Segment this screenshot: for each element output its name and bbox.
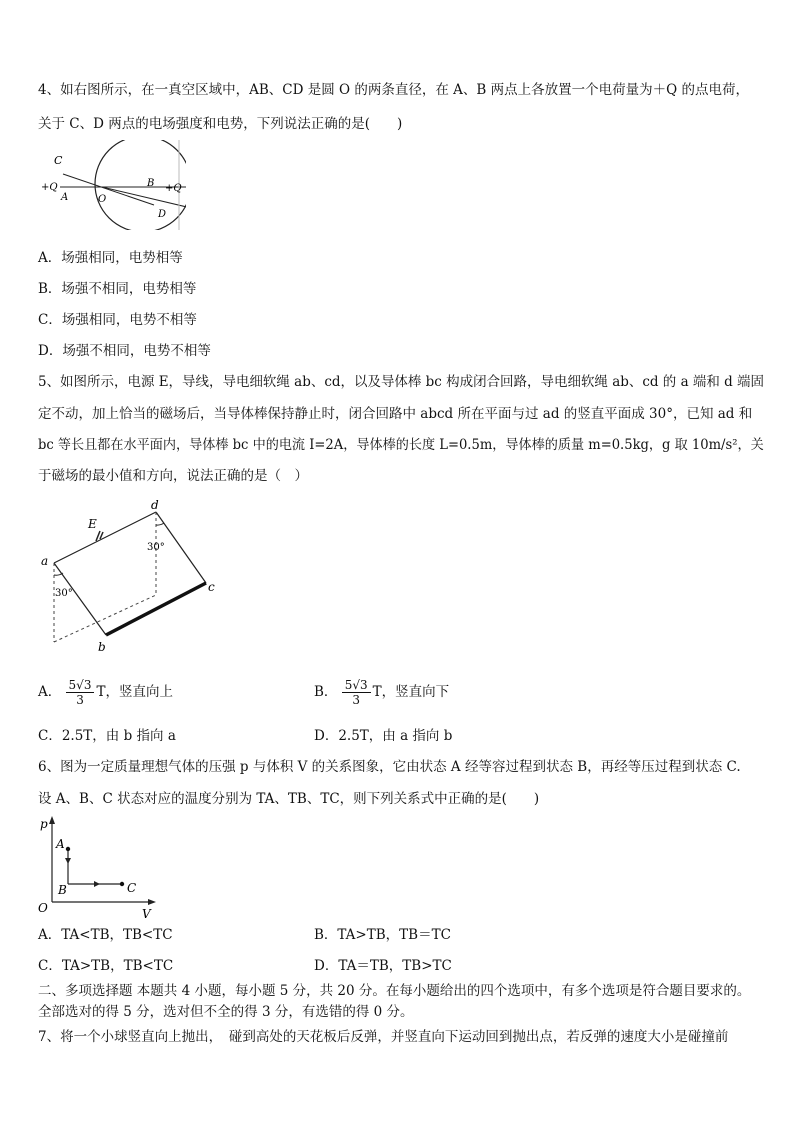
angle-label-a: 30°: [55, 588, 73, 599]
label-e: E: [88, 517, 97, 531]
point-c: [120, 882, 124, 886]
process-bc-arrow: [94, 881, 100, 887]
label-a: A: [61, 192, 69, 203]
q5-option-b-tail: T，竖直向下: [372, 684, 450, 700]
q4-option-a: A．场强相同，电势相等: [38, 250, 183, 266]
angle-label-d: 30°: [147, 542, 165, 553]
q5-circuit-figure: [36, 495, 226, 655]
label-left-charge: +Q: [41, 182, 58, 193]
point-a: [66, 847, 70, 851]
q5-option-b: [314, 678, 449, 707]
section2-instructions-line1: 二、多项选择题 本题共 4 小题，每小题 5 分，共 20 分。在每小题给出的四个选项中，有多个选项是符合题目要求的。: [38, 983, 751, 999]
label-c: c: [208, 580, 215, 594]
p-axis-arrow: [49, 816, 55, 824]
v-axis-arrow: [148, 899, 156, 905]
label-o: O: [38, 901, 48, 915]
label-v: V: [142, 907, 151, 920]
label-b: b: [98, 640, 106, 654]
q5-stem-line2: 定不动，加上恰当的磁场后，当导体棒保持静止时，闭合回路中 abcd 所在平面与过 ad 的竖直平面成 30°，已知 ad 和: [38, 406, 753, 422]
q5-stem-line4: 于磁场的最小值和方向，说法正确的是（ ）: [38, 468, 308, 484]
q5-option-a-fraction: [66, 678, 95, 707]
q4-stem-line1: 4、如右图所示，在一真空区域中，AB、CD 是圆 O 的两条直径，在 A、B 两点上各放置一个电荷量为＋Q 的点电荷，: [38, 82, 749, 98]
label-o: O: [98, 194, 107, 205]
q6-option-d: D．TA＝TB，TB>TC: [314, 958, 452, 974]
q7-stem-line1: 7、将一个小球竖直向上抛出， 碰到高处的天花板后反弹，并竖直向下运动回到抛出点，若反弹的速度大小是碰撞前: [38, 1029, 729, 1045]
q6-option-a: A．TA<TB，TB<TC: [38, 927, 173, 943]
label-a: A: [56, 837, 65, 851]
label-d: d: [151, 498, 159, 512]
battery-plate-2: [100, 532, 103, 539]
label-b: B: [58, 883, 67, 897]
q6-pv-graph: [36, 814, 166, 920]
q5-option-b-denominator: 3: [352, 693, 360, 707]
label-c: C: [127, 881, 137, 895]
q4-stem-line2: 关于 C、D 两点的电场强度和电势，下列说法正确的是( ): [38, 116, 403, 132]
angle-arc-a: [54, 573, 63, 575]
label-p: p: [40, 817, 48, 831]
diameter-cd-left: [63, 174, 154, 205]
q6-stem-line1: 6、图为一定质量理想气体的压强 p 与体积 V 的关系图象，它由状态 A 经等容过程到状态 B，再经等压过程到状态 C.: [38, 759, 741, 775]
q5-option-d: D．2.5T，由 a 指向 b: [314, 728, 453, 744]
process-ab-arrow: [65, 858, 71, 864]
wire-ad: [54, 512, 156, 563]
q5-option-b-fraction: [342, 678, 371, 707]
q5-stem-line3: bc 等长且都在水平面内，导体棒 bc 中的电流 I=2A，导体棒的长度 L=0.5m，导体棒的质量 m=0.5kg，g 取 10m/s²，关: [38, 437, 764, 453]
q5-option-b-label: B．: [314, 684, 338, 700]
label-b: B: [147, 178, 155, 189]
q5-option-c: C．2.5T，由 b 指向 a: [38, 728, 176, 744]
q4-option-d: D．场强不相同，电势不相等: [38, 343, 211, 359]
q5-option-a-tail: T，竖直向上: [96, 684, 173, 700]
q5-option-a-numerator: 5√3: [66, 678, 95, 693]
q5-option-a: [38, 678, 173, 707]
q4-option-c: C．场强相同，电势不相等: [38, 312, 197, 328]
battery-plate-1: [96, 531, 100, 541]
q4-option-b: B．场强不相同，电势相等: [38, 281, 197, 297]
label-a: a: [41, 554, 49, 568]
q6-option-c: C．TA>TB，TB<TC: [38, 958, 174, 974]
section2-instructions-line2: 全部选对的得 5 分，选对但不全的得 3 分，有选错的得 0 分。: [38, 1004, 414, 1020]
label-right-charge: +Q: [165, 183, 182, 194]
label-c: C: [54, 154, 63, 167]
q6-option-b: B．TA>TB，TB＝TC: [314, 927, 451, 943]
q5-stem-line1: 5、如图所示，电源 E，导线，导电细软绳 ab、cd，以及导体棒 bc 构成闭合回路，导电细软绳 ab、cd 的 a 端和 d 端固: [38, 374, 765, 390]
angle-arc-d: [156, 523, 164, 525]
q5-option-a-denominator: 3: [76, 693, 84, 707]
q6-stem-line2: 设 A、B、C 状态对应的温度分别为 TA、TB、TC，则下列关系式中正确的是( ): [38, 791, 540, 807]
q5-option-a-label: A．: [38, 684, 62, 700]
label-d: D: [158, 209, 167, 220]
q4-circle-figure: [36, 140, 186, 230]
q5-option-b-numerator: 5√3: [342, 678, 371, 693]
